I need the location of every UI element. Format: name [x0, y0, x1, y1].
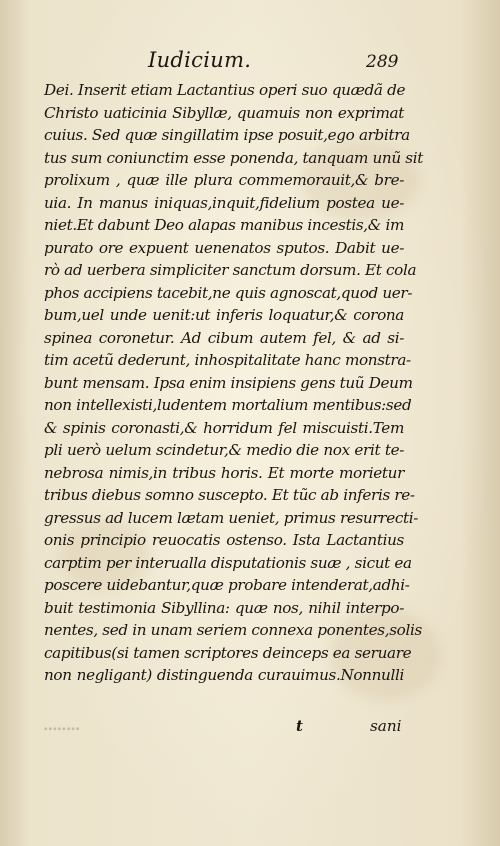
bleed-through-mark: ▪▪▪▪▪▪▪▪	[44, 724, 81, 735]
page-header	[0, 46, 500, 76]
text-line: cuius. Sed quæ singillatim ipse posuit,ego arbitra	[44, 126, 410, 144]
catchword: sani	[370, 717, 402, 735]
text-line: capitibus(si tamen scriptores deinceps ea seruare	[44, 643, 412, 662]
text-line: onis principio reuocatis ostenso. Ista Lactantius	[44, 531, 404, 549]
signature-mark: t	[296, 717, 303, 735]
text-line: purato ore expuent uenenatos sputos. Dabit ue-	[44, 238, 404, 257]
text-line: rò ad uerbera simpliciter sanctum dorsum. Et cola	[44, 261, 417, 279]
text-line: gressus ad lucem lætam ueniet, primus resurrecti-	[44, 508, 419, 527]
text-line: tribus diebus somno suscepto. Et tũc ab inferis re-	[44, 486, 415, 504]
text-line: & spinis coronasti,& horridum fel miscuisti.Tem	[44, 418, 404, 437]
text-line: poscere uidebantur,quæ probare intenderat,adhi-	[44, 576, 410, 594]
text-line: Dei. Inserit etiam Lactantius operi suo quædã de	[44, 81, 406, 99]
text-line: nentes, sed in unam seriem connexa ponentes,solis	[44, 621, 422, 639]
text-line: non negligant) distinguenda curauimus.Nonnulli	[44, 666, 404, 684]
text-line: Christo uaticinia Sibyllæ, quamuis non exprimat	[44, 103, 404, 122]
page-number: 289	[366, 52, 399, 72]
text-line: tim acetũ dederunt, inhospitalitate hanc monstra-	[44, 351, 411, 369]
text-line: uia. In manus iniquas,inquit,fidelium postea ue-	[44, 193, 404, 212]
body-text	[44, 79, 423, 687]
text-line: niet.Et dabunt Deo alapas manibus incestis,& im	[44, 216, 404, 234]
text-line: bum,uel unde uenit:ut inferis loquatur,& corona	[44, 306, 404, 324]
text-line: buit testimonia Sibyllina: quæ nos, nihil interpo-	[44, 598, 404, 617]
running-title: Iudicium.	[148, 48, 252, 72]
text-line: prolixum , quæ ille plura commemorauit,& bre-	[44, 171, 404, 189]
text-line: bunt mensam. Ipsa enim insipiens gens tuũ Deum	[44, 373, 413, 392]
text-line: pli uerò uelum scindetur,& medio die nox erit te-	[44, 441, 404, 459]
text-line: tus sum coniunctim esse ponenda, tanquam unũ sit	[44, 148, 423, 167]
text-line: phos accipiens tacebit,ne quis agnoscat,quod uer-	[44, 283, 413, 302]
text-line: non intellexisti,ludentem mortalium mentibus:sed	[44, 396, 412, 414]
text-line: spinea coronetur. Ad cibum autem fel, & ad si-	[44, 328, 404, 347]
text-line: nebrosa nimis,in tribus horis. Et morte morietur	[44, 463, 404, 482]
text-line: carptim per interualla disputationis suæ , sicut ea	[44, 553, 412, 572]
